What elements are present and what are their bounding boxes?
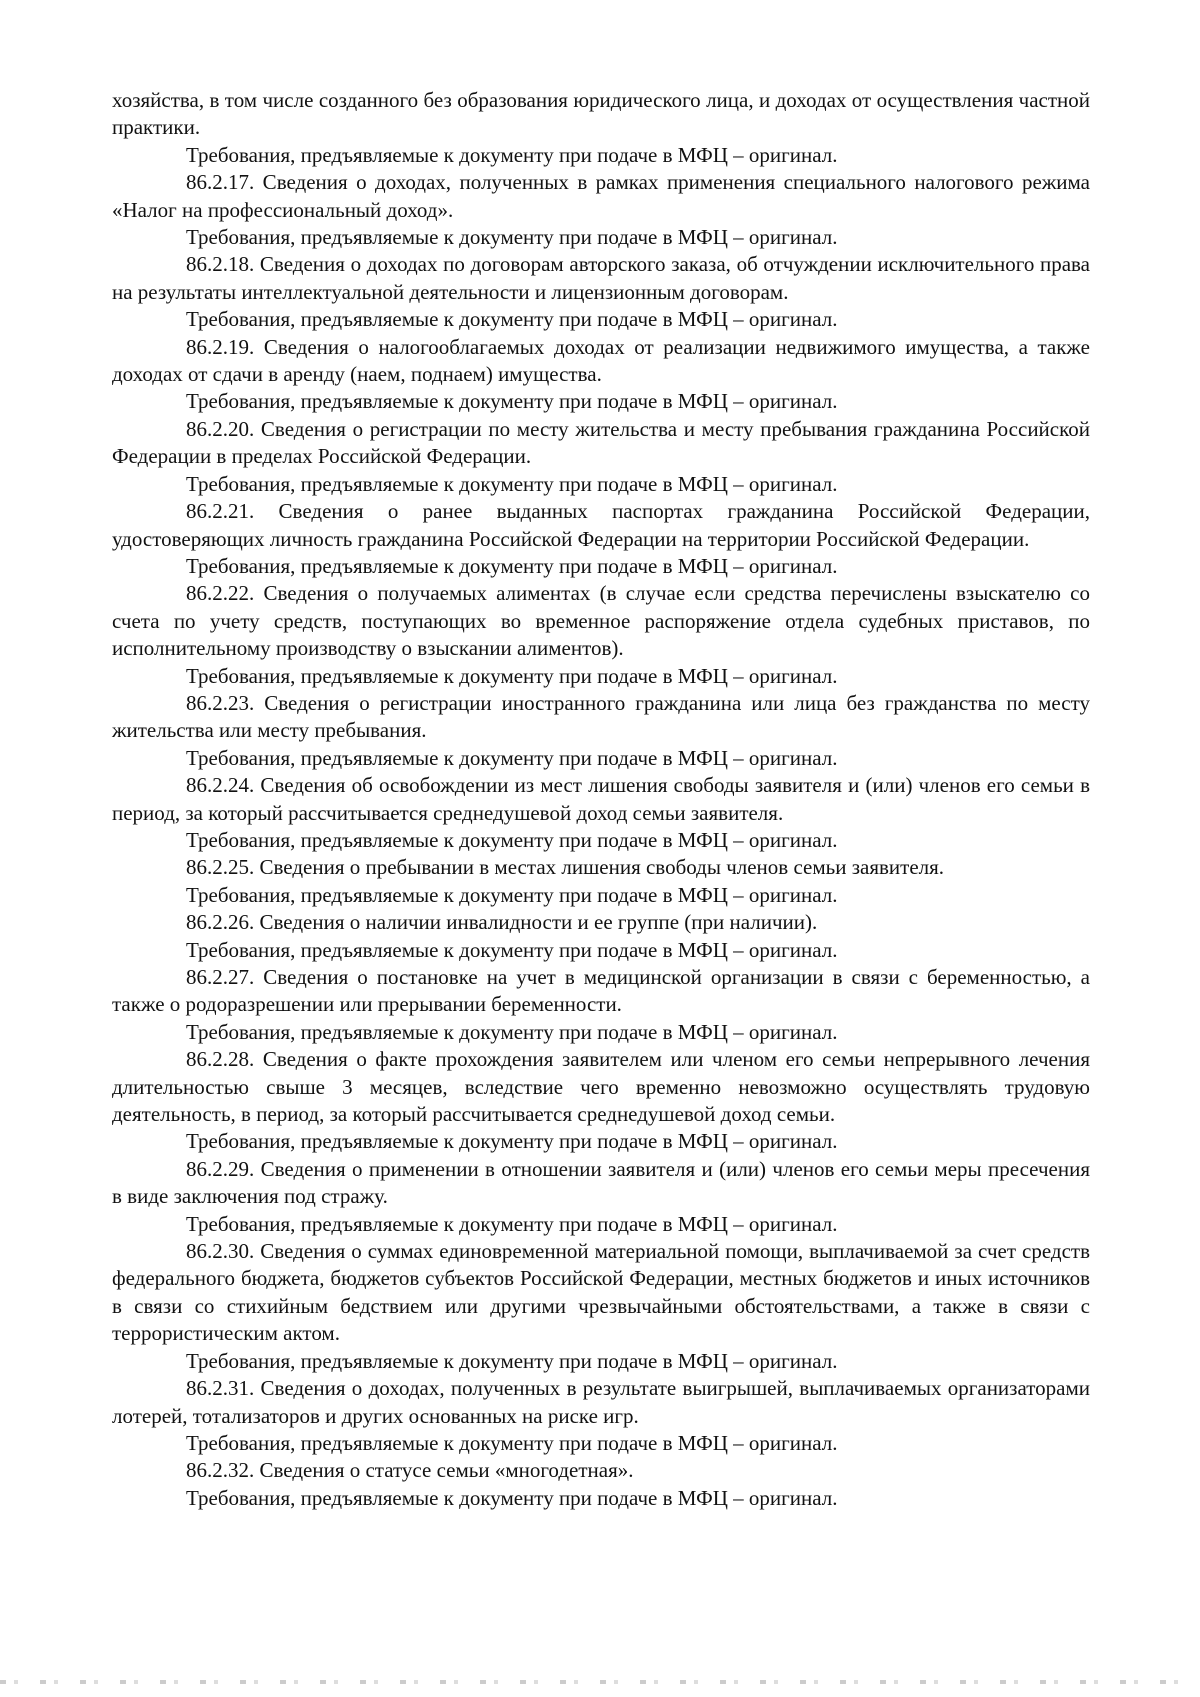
clause-paragraph: 86.2.30. Сведения о суммах единовременной материальной помощи, выплачиваемой за счет средств федерального бюджета, бюджетов субъектов Российской Федерации, местных бюджетов и иных источников в связи со стихийным бедствием или другими чрезвычайными обстоятельствами, а также в связи с террористическим актом. [112,1239,1090,1346]
requirement-line: Требования, предъявляемые к документу при подаче в МФЦ – оригинал. [186,553,838,578]
clause-paragraph: 86.2.22. Сведения о получаемых алиментах (в случае если средства перечислены взыскателю со счета по учету средств, поступающих во временное распоряжение отдела судебных приставов, по исполнительному производству о взыскании алиментов). [112,581,1090,661]
requirement-line: Требования, предъявляемые к документу при подаче в МФЦ – оригинал. [186,663,838,688]
clause-paragraph: 86.2.21. Сведения о ранее выданных паспортах гражданина Российской Федерации, удостоверяющих личность гражданина Российской Федерации на территории Российской Федерации. [112,499,1090,551]
clause-paragraph: 86.2.19. Сведения о налогооблагаемых доходах от реализации недвижимого имущества, а также доходах от сдачи в аренду (наем, поднаем) имущества. [112,334,1090,387]
requirement-line: Требования, предъявляемые к документу при подаче в МФЦ – оригинал. [186,1485,838,1510]
requirement-line: Требования, предъявляемые к документу при подаче в МФЦ – оригинал. [186,1430,838,1455]
clause-paragraph: 86.2.27. Сведения о постановке на учет в медицинской организации в связи с беременностью, а также о родоразрешении или прерывании беременности. [112,965,1090,1017]
requirement-line: Требования, предъявляемые к документу при подаче в МФЦ – оригинал. [186,389,838,414]
clause-paragraph: 86.2.28. Сведения о факте прохождения заявителем или членом его семьи непрерывного лечения длительностью свыше 3 месяцев, вследствие чего временно невозможно осуществлять трудовую деятельность, в период, за который рассчитывается среднедушевой доход семьи. [112,1047,1090,1127]
requirement-line: Требования, предъявляемые к документу при подаче в МФЦ – оригинал. [186,827,838,852]
requirement-line: Требования, предъявляемые к документу при подаче в МФЦ – оригинал. [186,1348,838,1373]
requirement-line: Требования, предъявляемые к документу при подаче в МФЦ – оригинал. [186,225,838,250]
requirement-line: Требования, предъявляемые к документу при подаче в МФЦ – оригинал. [186,745,838,770]
clause-paragraph: 86.2.17. Сведения о доходах, полученных в рамках применения специального налогового режима «Налог на профессиональный доход». [112,170,1090,222]
requirement-line: Требования, предъявляемые к документу при подаче в МФЦ – оригинал. [186,142,838,167]
clause-paragraph: 86.2.32. Сведения о статусе семьи «многодетная». [186,1458,634,1483]
requirement-line: Требования, предъявляемые к документу при подаче в МФЦ – оригинал. [186,1129,838,1154]
clause-paragraph: 86.2.29. Сведения о применении в отношении заявителя и (или) членов его семьи меры пресечения в виде заключения под стражу. [112,1156,1090,1209]
clause-paragraph: 86.2.23. Сведения о регистрации иностранного гражданина или лица без гражданства по месту жительства или месту пребывания. [112,690,1090,743]
requirement-line: Требования, предъявляемые к документу при подаче в МФЦ – оригинал. [186,882,838,907]
requirement-line: Требования, предъявляемые к документу при подаче в МФЦ – оригинал. [186,307,838,332]
clause-paragraph: 86.2.25. Сведения о пребывании в местах лишения свободы членов семьи заявителя. [186,855,945,880]
clause-paragraph: 86.2.20. Сведения о регистрации по месту жительства и месту пребывания гражданина Российской Федерации в пределах Российской Федерации. [112,416,1090,469]
continuation-paragraph: хозяйства, в том числе созданного без образования юридического лица, и доходах от осуществления частной практики. [112,88,1090,140]
scan-artifact-edge [0,1680,1200,1684]
requirement-line: Требования, предъявляемые к документу при подаче в МФЦ – оригинал. [186,937,838,962]
clause-paragraph: 86.2.18. Сведения о доходах по договорам авторского заказа, об отчуждении исключительного права на результаты интеллектуальной деятельности и лицензионным договорам. [112,252,1090,304]
requirement-line: Требования, предъявляемые к документу при подаче в МФЦ – оригинал. [186,1019,838,1044]
clause-paragraph: 86.2.24. Сведения об освобождении из мест лишения свободы заявителя и (или) членов его семьи в период, за который рассчитывается среднедушевой доход семьи заявителя. [112,773,1090,825]
document-body [112,87,1090,1512]
requirement-line: Требования, предъявляемые к документу при подаче в МФЦ – оригинал. [186,1211,838,1236]
clause-paragraph: 86.2.26. Сведения о наличии инвалидности и ее группе (при наличии). [186,910,818,935]
requirement-line: Требования, предъявляемые к документу при подаче в МФЦ – оригинал. [186,471,838,496]
clause-paragraph: 86.2.31. Сведения о доходах, полученных в результате выигрышей, выплачиваемых организаторами лотерей, тотализаторов и других основанных на риске игр. [112,1376,1090,1428]
